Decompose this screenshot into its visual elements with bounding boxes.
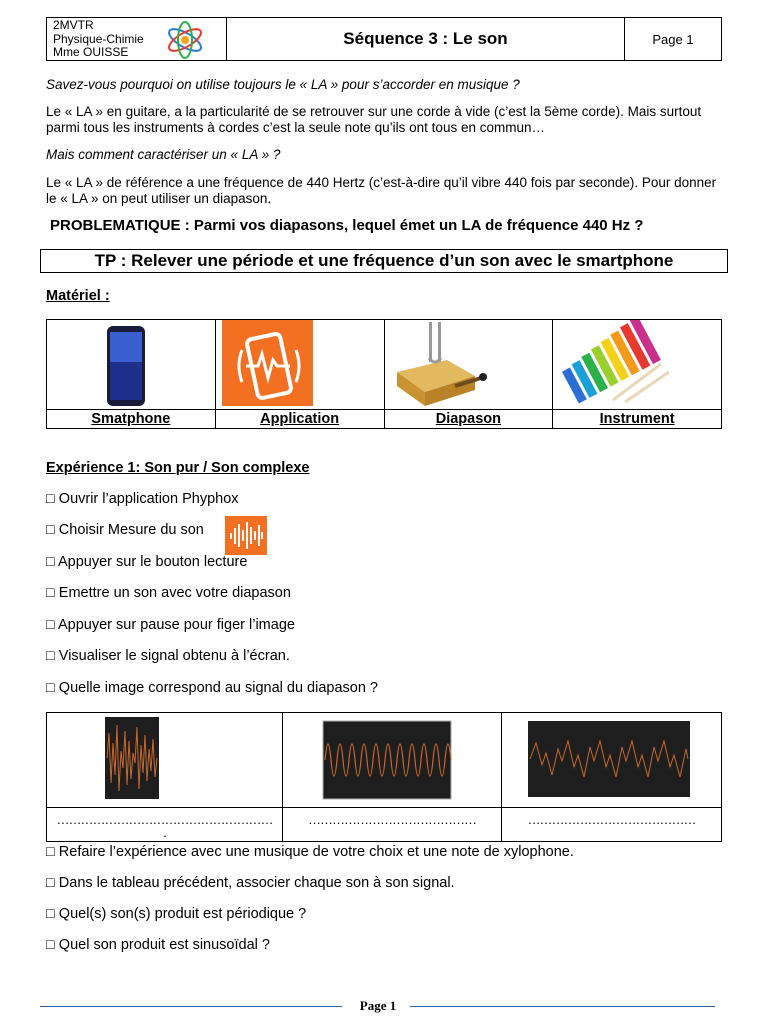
sinusoidal-signal-image — [283, 713, 502, 809]
materiel-label: Application — [216, 409, 384, 428]
step-item[interactable]: □ Appuyer sur pause pour figer l’image — [46, 617, 295, 633]
phyphox-app-icon — [216, 320, 384, 411]
materiel-table — [46, 319, 722, 429]
signal-cell-3 — [502, 713, 721, 841]
footer-rule-right — [410, 1006, 715, 1007]
step-item[interactable]: □ Ouvrir l’application Phyphox — [46, 491, 239, 507]
subject-label: Physique-Chimie — [53, 31, 144, 46]
followup-item[interactable]: □ Refaire l’expérience avec une musique de votre choix et une note de xylophone. — [46, 844, 574, 860]
step-item[interactable]: □ Quelle image correspond au signal du diapason ? — [46, 680, 378, 696]
followup-item[interactable]: □ Quel(s) son(s) produit est périodique ? — [46, 906, 307, 922]
intro-paragraph-2: Le « LA » de référence a une fréquence de 440 Hertz (c’est-à-dire qu’il vibre 440 fois par seconde). Pour donner le « LA » on peut utiliser un diapason. — [46, 175, 717, 206]
page-footer — [40, 998, 716, 1014]
experience-heading: Expérience 1: Son pur / Son complexe — [46, 460, 310, 476]
atom-icon — [165, 20, 205, 60]
teacher-label: Mme OUISSE — [53, 45, 129, 59]
materiel-heading: Matériel : — [46, 288, 110, 304]
intro-question-2: Mais comment caractériser un « LA » ? — [46, 147, 281, 162]
problematique: PROBLEMATIQUE : Parmi vos diapasons, lequel émet un LA de fréquence 440 Hz ? — [50, 217, 644, 234]
materiel-label: Diapason — [385, 409, 553, 428]
tuning-fork-icon — [385, 320, 553, 411]
page-title: Séquence 3 : Le son — [227, 18, 625, 60]
answer-field-3[interactable] — [502, 807, 721, 841]
answer-dot: . — [163, 825, 166, 840]
followup-item[interactable]: □ Dans le tableau précédent, associer chaque son à son signal. — [46, 875, 455, 891]
header-page-number: Page 1 — [652, 31, 694, 47]
header-box — [46, 17, 722, 61]
materiel-label: Instrument — [553, 409, 721, 428]
materiel-cell-smartphone — [47, 320, 216, 428]
footer-page-number: Page 1 — [359, 998, 397, 1013]
materiel-cell-diapason — [385, 320, 554, 428]
step-item[interactable]: □ Choisir Mesure du son — [46, 522, 204, 538]
materiel-cell-application — [216, 320, 385, 428]
step-item[interactable]: □ Emettre un son avec votre diapason — [46, 585, 291, 601]
intro-question-1: Savez-vous pourquoi on utilise toujours le « LA » pour s’accorder en musique ? — [46, 77, 520, 92]
periodic-signal-image — [502, 713, 721, 809]
signal-cell-2 — [283, 713, 502, 841]
sound-measure-icon — [225, 516, 267, 555]
smartphone-icon — [47, 320, 215, 411]
answer-dots: ……………………………………………… — [56, 812, 273, 827]
xylophone-icon — [553, 320, 721, 411]
signal-cell-1 — [47, 713, 283, 841]
answer-dots: …………………………………… — [527, 812, 696, 827]
class-label: 2MVTR — [53, 18, 94, 32]
materiel-cell-instrument — [553, 320, 721, 428]
step-item[interactable]: □ Visualiser le signal obtenu à l’écran. — [46, 648, 290, 664]
materiel-label: Smatphone — [47, 409, 215, 428]
tp-title: TP : Relever une période et une fréquence d’un son avec le smartphone — [40, 249, 728, 273]
complex-signal-image — [47, 713, 283, 809]
followup-item[interactable]: □ Quel son produit est sinusoïdal ? — [46, 937, 270, 953]
header-info — [47, 18, 227, 60]
signal-table — [46, 712, 722, 842]
answer-field-2[interactable] — [283, 807, 501, 841]
answer-field-1[interactable] — [47, 807, 282, 841]
step-item[interactable]: □ Appuyer sur le bouton lecture — [46, 554, 248, 570]
intro-paragraph-1: Le « LA » en guitare, a la particularité de se retrouver sur une corde à vide (c’est la 5ème corde). Mais surtout parmi tous les instruments à cordes c’est la seule note qu’ils ont tous en commun… — [46, 104, 702, 135]
answer-dots: …………………………………… — [308, 812, 476, 827]
